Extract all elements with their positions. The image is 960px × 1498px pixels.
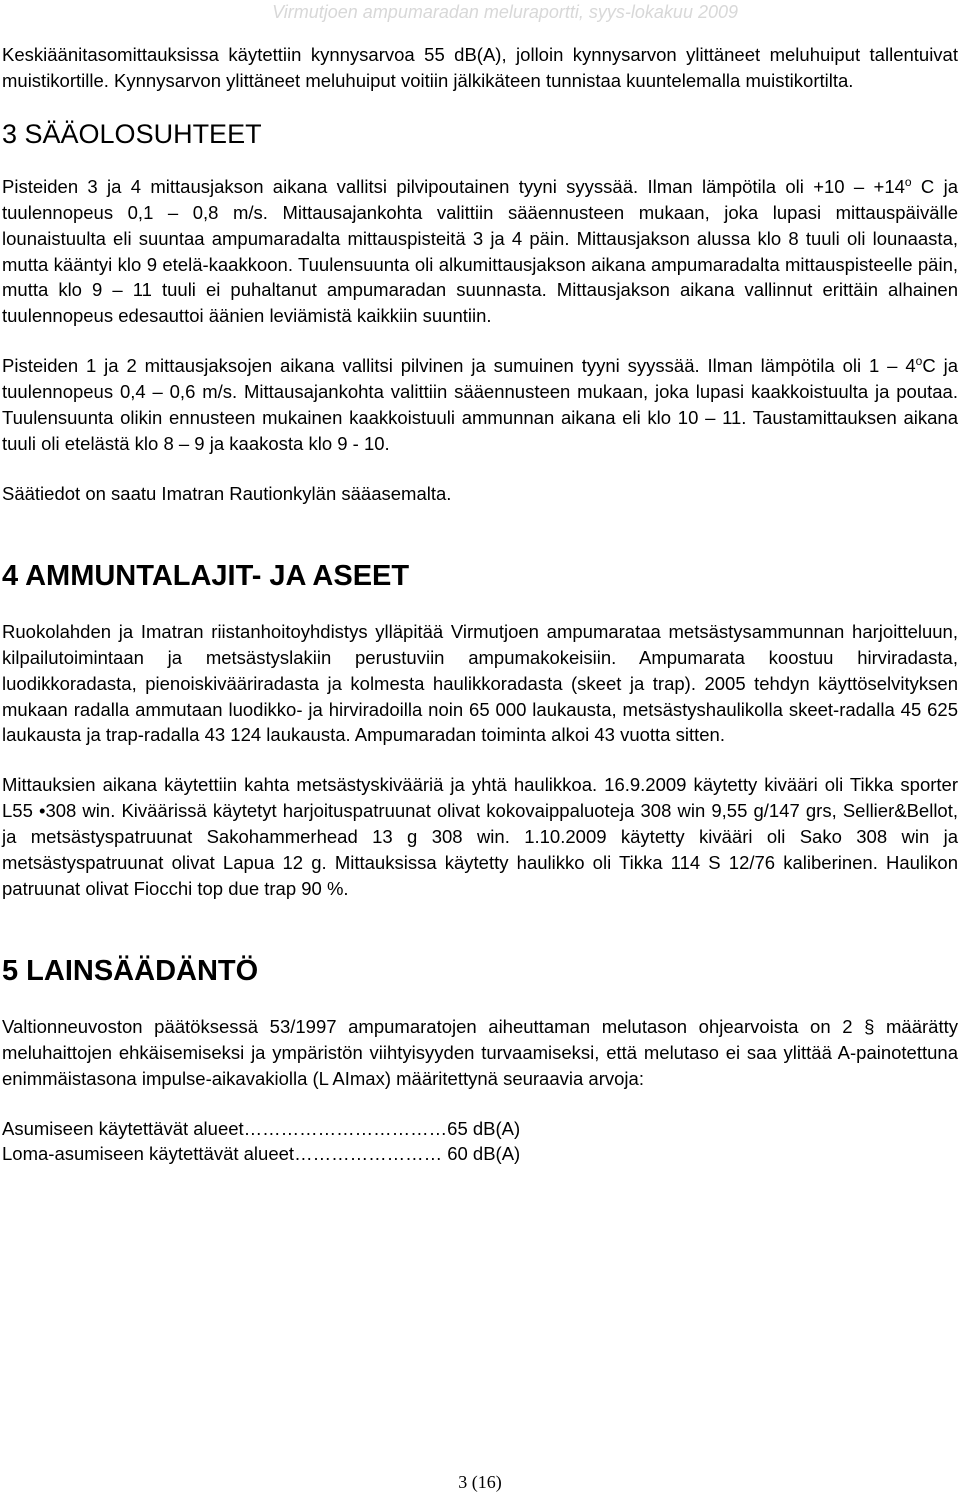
section-heading-legislation: 5 LAINSÄÄDÄNTÖ <box>2 954 259 987</box>
intro-paragraph: Keskiäänitasomittauksissa käytettiin kynnysarvoa 55 dB(A), jolloin kynnysarvon ylittäneet meluhuiput tallentuivat muistikortille. Kynnysarvon ylittäneet meluhuiput voitiin jälkikäteen tunnistaa kuuntelemalla muistikortilta. <box>2 44 958 91</box>
limit-area: Loma-asumiseen käytettävät alueet <box>2 1143 295 1165</box>
weather-paragraph-points-1-2 <box>2 353 958 457</box>
limit-row <box>2 1141 958 1167</box>
limit-leader: …………………… <box>294 1143 448 1165</box>
document-body <box>2 42 958 1167</box>
limit-area: Asumiseen käytettävät alueet <box>2 1117 244 1139</box>
legislation-paragraph: Valtionneuvoston päätöksessä 53/1997 ampumaratojen aiheuttaman melutason ohjearvoista on 2 § määrätty meluhaittojen ehkäisemiseksi ja ympäristön viihtyisyyden turvaamiseksi, että melutaso ei saa ylittää A-painotettuna enimmäistasona impulse-aikavakiolla (L AImax) määritettynä seuraavia arvoja: <box>2 1015 958 1089</box>
limit-value: 60 dB(A) <box>447 1143 521 1165</box>
degree-superscript: o <box>904 174 912 189</box>
section-heading-shooting-types: 4 AMMUNTALAJIT- JA ASEET <box>2 559 410 592</box>
weather-p1-part-b: C ja tuulennopeus 0,1 – 0,8 m/s. Mittausajankohta valittiin sääennusteen mukaan, joka lupasi mittauspäivälle lounaistuulta eli suuntaa ampumaradalta mittauspisteitä 3 ja 4 päin. Mittausjakson alussa klo 8 tuuli oli lounaasta, mutta kääntyi klo 9 etelä-kaakkoon. Tuulensuunta oli alkumittausjakson aikana ampumaradalta mittauspisteelle päin, mutta klo 9 – 11 tuuli ei puhaltanut ampumaradan suunnasta. Mittausjakson aikana vallinnut erittäin alhainen tuulennopeus edesauttoi äänien leviämistä kaikkiin suuntiin. <box>2 175 958 327</box>
section-heading-weather: 3 SÄÄOLOSUHTEET <box>2 118 262 149</box>
weather-paragraph-points-3-4 <box>2 174 958 329</box>
degree-superscript: o <box>915 354 923 369</box>
limit-row <box>2 1116 958 1142</box>
page-number: 3 (16) <box>458 1472 502 1492</box>
running-header: Virmutjoen ampumaradan meluraportti, syys-lokakuu 2009 <box>272 2 738 22</box>
weather-source-paragraph: Säätiedot on saatu Imatran Rautionkylän sääasemalta. <box>2 482 452 504</box>
weather-p2-part-b: C ja tuulennopeus 0,4 – 0,6 m/s. Mittausajankohta valittiin sääennusteen mukaan, joka lupasi kaakkoistuulta ja poutaa. Tuulensuunta olikin ennusteen mukainen kaakkoistuuli ammunnan aikana eli klo 10 – 11. Taustamittauksen aikana tuuli oli etelästä klo 8 – 9 ja kaakosta klo 9 - 10. <box>2 355 958 454</box>
weather-p2-part-a: Pisteiden 1 ja 2 mittausjaksojen aikana vallitsi pilvinen ja sumuinen tyyni syyssää. Ilman lämpötila oli 1 – 4 <box>2 355 916 377</box>
weapons-paragraph: Mittauksien aikana käytettiin kahta metsästyskivääriä ja yhtä haulikkoa. 16.9.2009 käytetty kivääri oli Tikka sporter L55 •308 win. Kiväärissä käytetyt harjoituspatruunat olivat kokovaippaluoteja 308 win 9,55 g/147 grs, Sellier&Bellot, ja metsästyspatruunat Sakohammerhead 13 g 308 win. 1.10.2009 käytetty kivääri oli Sako 308 win ja metsästyspatruunat olivat Lapua 12 g. Mittauksissa käytetty haulikko oli Tikka 114 S 12/76 kaliberinen. Haulikon patruunat olivat Fiocchi top due trap 90 %. <box>2 774 958 899</box>
limit-value: 65 dB(A) <box>447 1117 521 1139</box>
shooting-range-paragraph: Ruokolahden ja Imatran riistanhoitoyhdistys ylläpitää Virmutjoen ampumarataa metsästysammunnan harjoitteluun, kilpailutoimintaan ja metsästyslakiin perustuviin ampumakokeisiin. Ampumarata koostuu hirviradasta, luodikkoradasta, pienoiskivääriradasta ja kolmesta haulikkoradasta (skeet ja trap). 2005 tehdyn käyttöselvityksen mukaan radalla ammutaan luodikko- ja hirviradoilla noin 65 000 laukausta, metsästyshaulikolla skeet-radalla 45 625 laukausta ja trap-radalla 43 124 laukausta. Ampumaradan toiminta alkoi 43 vuotta sitten. <box>2 620 958 746</box>
limit-leader: …………………………… <box>243 1117 448 1139</box>
weather-p1-part-a: Pisteiden 3 ja 4 mittausjakson aikana vallitsi pilvipoutainen tyyni syyssää. Ilman lämpötila oli +10 – +14 <box>2 175 905 197</box>
